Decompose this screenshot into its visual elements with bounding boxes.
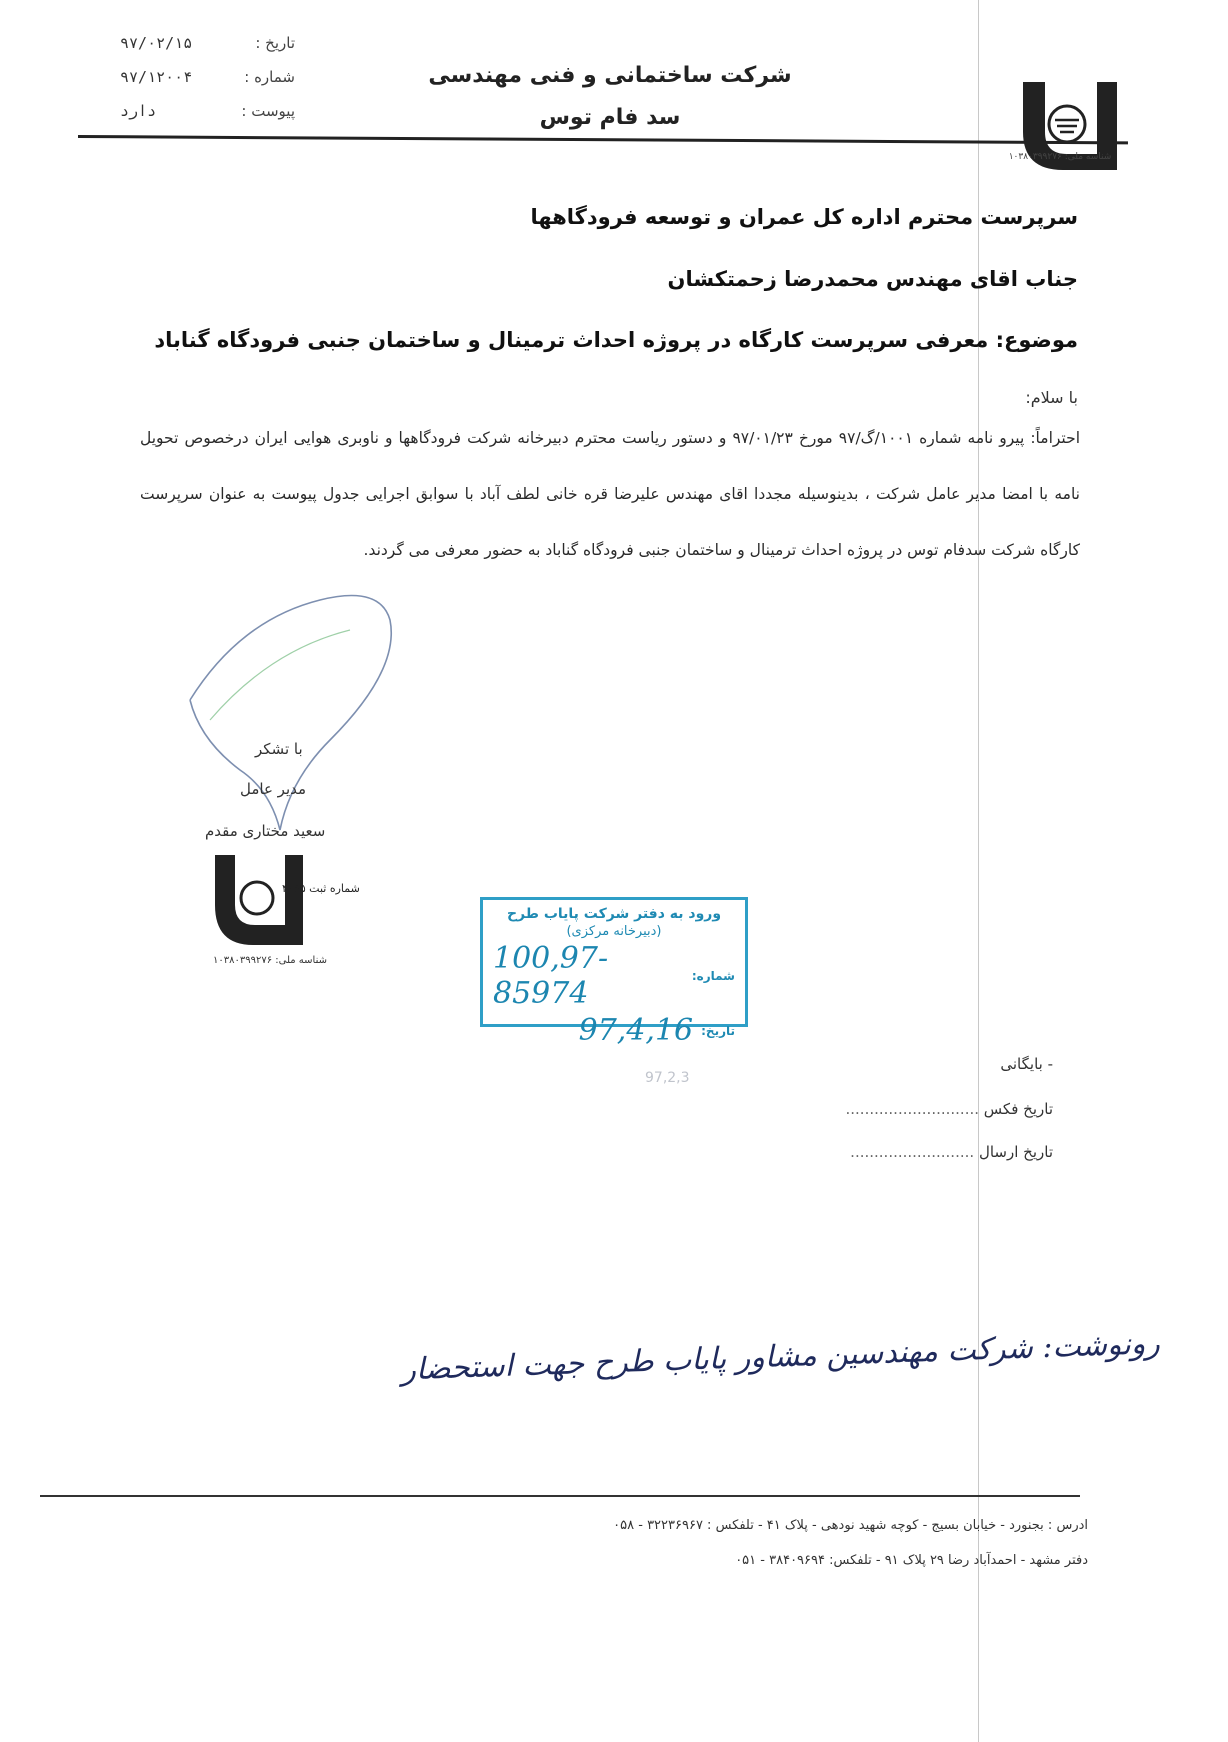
letter-body: احتراماً: پیرو نامه شماره ۱۰۰۱/گ/۹۷ مورخ ۹۷/۰۱/۲۳ و دستور ریاست محترم دبیرخانه شرکت فرودگاهها و ناوبری هوایی ایران درخصوص تحویل نامه با امضا مدیر عامل شرکت ، بدینوسیله مجددا اقای مهندس علیرضا قره خانی لطف آباد با سوابق اجرایی جدول پیوست به عنوان سرپرست کارگاه شرکت سدفام توس در پروژه احداث ترمینال و ساختمان جنبی فرودگاه گناباد به حضور معرفی می گردند. [140,429,1080,559]
recipient-title: سرپرست محترم اداره کل عمران و توسعه فرودگاهها [530,205,1078,229]
letter-greeting: با سلام: [1025,388,1078,407]
number-label: شماره : [244,68,295,86]
handwritten-referral-note: رونوشت: شرکت مهندسین مشاور پایاب طرح جهت استحضار [400,1326,1161,1388]
stamp-subtitle: (دبیرخانه مرکزی) [566,924,662,939]
recipient-name: جناب اقای مهندس محمدرضا زحمتکشان [667,267,1078,291]
company-name [400,55,820,139]
stamp-number-label: شماره: [691,969,735,983]
fax-date-dots: ............................ [845,1100,980,1118]
fax-date-line [846,1100,1054,1118]
footer-address-bojnurd: ادرس : بجنورد - خیابان بسیج - کوچه شهید نودهی - پلاک ۴۱ - تلفکس : ۳۲۲۳۶۹۶۷ - ۰۵۸ [613,1518,1088,1533]
stamp-title: ورود به دفتر شرکت پایاب طرح [506,906,722,922]
send-date-dots: .......................... [850,1143,975,1161]
faint-date: 97,2,3 [645,1070,690,1086]
stamp-number-value: 100,97-85974 [493,941,609,1011]
send-date-label: تاریخ ارسال [978,1143,1053,1161]
handwritten-signature [180,590,410,840]
company-registration-caption: شناسه ملی: ۱۰۳۸۰۳۹۹۲۷۶ [1008,152,1112,162]
meta-attachment-row [120,94,295,128]
company-seal-icon [205,840,325,955]
meta-date-row [120,26,295,60]
fax-date-label: تاریخ فکس [983,1100,1053,1118]
attachment-value: دارد [120,102,157,120]
meta-number-row [120,60,295,94]
closing-thanks: با تشکر [255,740,303,758]
number-value: ۹۷/۱۲۰۰۴ [120,68,193,86]
signer-name: سعید مختاری مقدم [205,822,326,840]
stamp-date-label: تاریخ: [701,1023,735,1038]
signer-title: مدیر عامل [240,780,307,798]
attachment-label: پیوست : [241,102,295,120]
archive-label: - بایگانی [1000,1055,1053,1073]
stamp-date-value: 97,4,16 [578,1013,694,1048]
date-value: ۹۷/۰۲/۱۵ [120,34,193,52]
seal-registration-number: شماره ثبت ۴۰۶۵ [282,882,360,895]
stamp-number-row [493,941,735,1011]
company-name-line2: سد فام توس [539,105,681,130]
received-stamp [480,897,748,1048]
seal-caption: شناسه ملی: ۱۰۳۸۰۳۹۹۲۷۶ [212,955,327,966]
send-date-line [850,1143,1053,1161]
paper-fold-line [978,0,979,1742]
footer-address-mashhad: دفتر مشهد - احمدآباد رضا ۲۹ پلاک ۹۱ - تلفکس: ۳۸۴۰۹۶۹۴ - ۰۵۱ [735,1553,1088,1568]
company-name-line1: شرکت ساختمانی و فنی مهندسی [428,63,792,88]
letter-subject: موضوع: معرفی سرپرست کارگاه در پروژه احداث ترمینال و ساختمان جنبی فرودگاه گناباد [154,328,1078,352]
stamp-date-row [493,1013,735,1048]
date-label: تاریخ : [255,34,295,52]
letter-meta [120,26,295,128]
footer-divider [40,1495,1080,1497]
